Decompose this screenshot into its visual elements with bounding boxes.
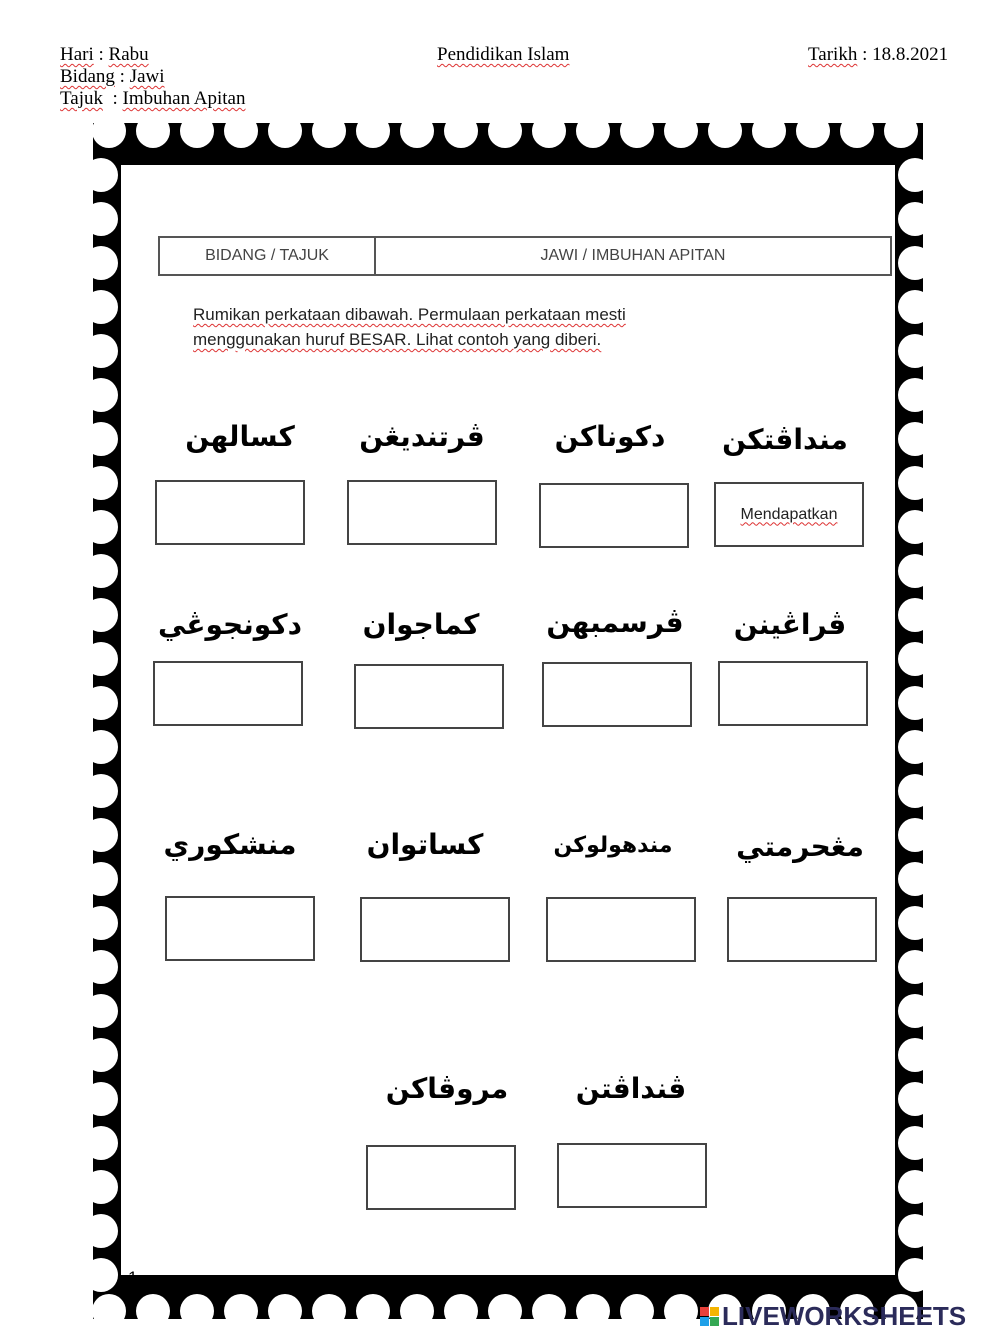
polka-dot [898,1170,923,1204]
jawi-word-7: ڤرسمبهن [546,606,684,639]
tajuk-line [60,88,245,110]
polka-dot [898,158,923,192]
polka-dot [93,334,118,368]
polka-dot [898,598,923,632]
polka-dot [93,1214,118,1248]
polka-dot [93,686,118,720]
jawi-word-11: مندهولوكن [553,833,673,858]
answer-box-2[interactable] [347,480,497,545]
polka-dot [532,123,566,148]
hari-value: Rabu [108,44,149,65]
polka-dot [576,123,610,148]
polka-dot [312,123,346,148]
answer-box-9[interactable] [165,896,315,961]
bidang-label: Bidang [60,66,115,87]
jawi-word-10: كساتوان [366,828,484,861]
polka-dot [93,1126,118,1160]
page-number: 1 [128,1268,138,1287]
polka-dot [400,123,434,148]
polka-dot [898,818,923,852]
polka-dot [898,1126,923,1160]
table-col-bidang: BIDANG / TAJUK [160,238,376,274]
polka-dot [93,1038,118,1072]
polka-dot [93,1258,118,1292]
instruction-line-2: menggunakan huruf BESAR. Lihat contoh yang diberi. [193,330,602,349]
polka-dot [93,246,118,280]
hari-label: Hari [60,44,94,65]
polka-dot [898,466,923,500]
polka-dot [620,123,654,148]
polka-dot [444,1294,478,1319]
polka-dot [796,123,830,148]
polka-dot [898,862,923,896]
polka-dot [93,818,118,852]
logo-text: LIVEWORKSHEETS [722,1301,967,1331]
polka-dot [898,554,923,588]
jawi-word-1: كسالهن [185,420,295,453]
jawi-word-12: مڠحرمتي [736,830,864,863]
polka-dot [93,642,118,676]
polka-dot [898,1214,923,1248]
polka-dot [898,422,923,456]
polka-dot [224,123,258,148]
hari-sep: : [93,44,109,65]
polka-dot [898,774,923,808]
polka-dot [898,334,923,368]
jawi-word-3: دكوناكن [554,420,666,453]
jawi-word-13: مروڤاكن [385,1072,509,1105]
polka-dot [356,123,390,148]
polka-dot [532,1294,566,1319]
polka-dot [898,994,923,1028]
polka-dot [356,1294,390,1319]
answer-box-3[interactable] [539,483,689,548]
date-line [808,44,948,66]
polka-dot [93,290,118,324]
logo-tiles-icon [700,1307,719,1326]
table-col-topic: JAWI / IMBUHAN APITAN [540,247,726,264]
polka-dot [268,1294,302,1319]
polka-dot [752,123,786,148]
tarikh-sep: : [857,44,873,65]
polka-dot [93,202,118,236]
tajuk-label: Tajuk [60,88,103,109]
polka-dot [664,1294,698,1319]
polka-dot [136,123,170,148]
answer-box-11[interactable] [546,897,696,962]
polka-dot [488,1294,522,1319]
polka-dot [93,1170,118,1204]
bidang-sep: : [114,66,130,87]
polka-dot [620,1294,654,1319]
polka-dot [488,123,522,148]
instruction-line-1: Rumikan perkataan dibawah. Permulaan perkataan mesti [193,305,626,324]
polka-dot [93,1294,126,1319]
tajuk-value: Imbuhan Apitan [122,88,246,109]
polka-dot [93,774,118,808]
polka-dot [576,1294,610,1319]
jawi-word-6: كماجوان [362,608,480,641]
polka-dot [180,123,214,148]
polka-dot [898,1258,923,1292]
polka-dot [93,510,118,544]
polka-dot [444,123,478,148]
polka-dot [400,1294,434,1319]
polka-dot [898,378,923,412]
jawi-word-2: ڤرتنديڠن [359,420,485,453]
polka-dot [93,598,118,632]
polka-dot [884,123,918,148]
polka-dot [224,1294,258,1319]
polka-dot [93,862,118,896]
answer-box-5[interactable] [153,661,303,726]
answer-box-1[interactable] [155,480,305,545]
jawi-word-8: ڤراڠينن [733,608,847,641]
jawi-word-14: ڤنداڤتن [575,1072,687,1105]
liveworksheets-logo [700,1301,966,1332]
polka-dot [180,1294,214,1319]
polka-dot [93,158,118,192]
polka-dot [93,730,118,764]
polka-dot [93,1082,118,1116]
answer-box-6[interactable] [354,664,504,729]
jawi-word-9: منشكوري [163,828,297,861]
polka-dot [93,378,118,412]
polka-dot [898,510,923,544]
instructions [193,302,753,352]
polka-dot [93,554,118,588]
jawi-word-4: منداڤتكن [722,423,848,456]
bidang-line [60,66,245,88]
polka-dot [93,994,118,1028]
polka-dot [93,123,126,148]
bidang-value: Jawi [129,66,165,87]
polka-dot [268,123,302,148]
answer-box-13[interactable] [366,1145,516,1210]
polka-dot [898,202,923,236]
answer-box-10[interactable] [360,897,510,962]
polka-dot [93,422,118,456]
answer-box-14[interactable] [557,1143,707,1208]
tajuk-sep: : [103,88,123,109]
polka-dot [898,686,923,720]
polka-dot [312,1294,346,1319]
tarikh-value: 18.8.2021 [872,44,949,65]
hari-line [60,44,245,66]
header-left [60,44,245,110]
polka-dot [664,123,698,148]
polka-dot [136,1294,170,1319]
polka-dot [898,290,923,324]
subject-title: Pendidikan Islam [437,44,570,65]
answer-box-4[interactable] [714,482,864,547]
example-answer: Mendapatkan [740,505,838,523]
polka-dot [898,906,923,940]
polka-dot [898,246,923,280]
answer-box-7[interactable] [542,662,692,727]
polka-dot [898,730,923,764]
answer-box-12[interactable] [727,897,877,962]
polka-dot [898,642,923,676]
polka-dot [898,950,923,984]
polka-dot [898,1038,923,1072]
polka-dot [93,466,118,500]
polka-dot [898,1082,923,1116]
tarikh-label: Tarikh [808,44,858,65]
polka-dot [708,123,742,148]
answer-box-8[interactable] [718,661,868,726]
jawi-word-5: دكونجوڠي [158,608,302,641]
polka-dot [93,950,118,984]
polka-dot [93,906,118,940]
info-table [158,236,892,276]
polka-dot [840,123,874,148]
